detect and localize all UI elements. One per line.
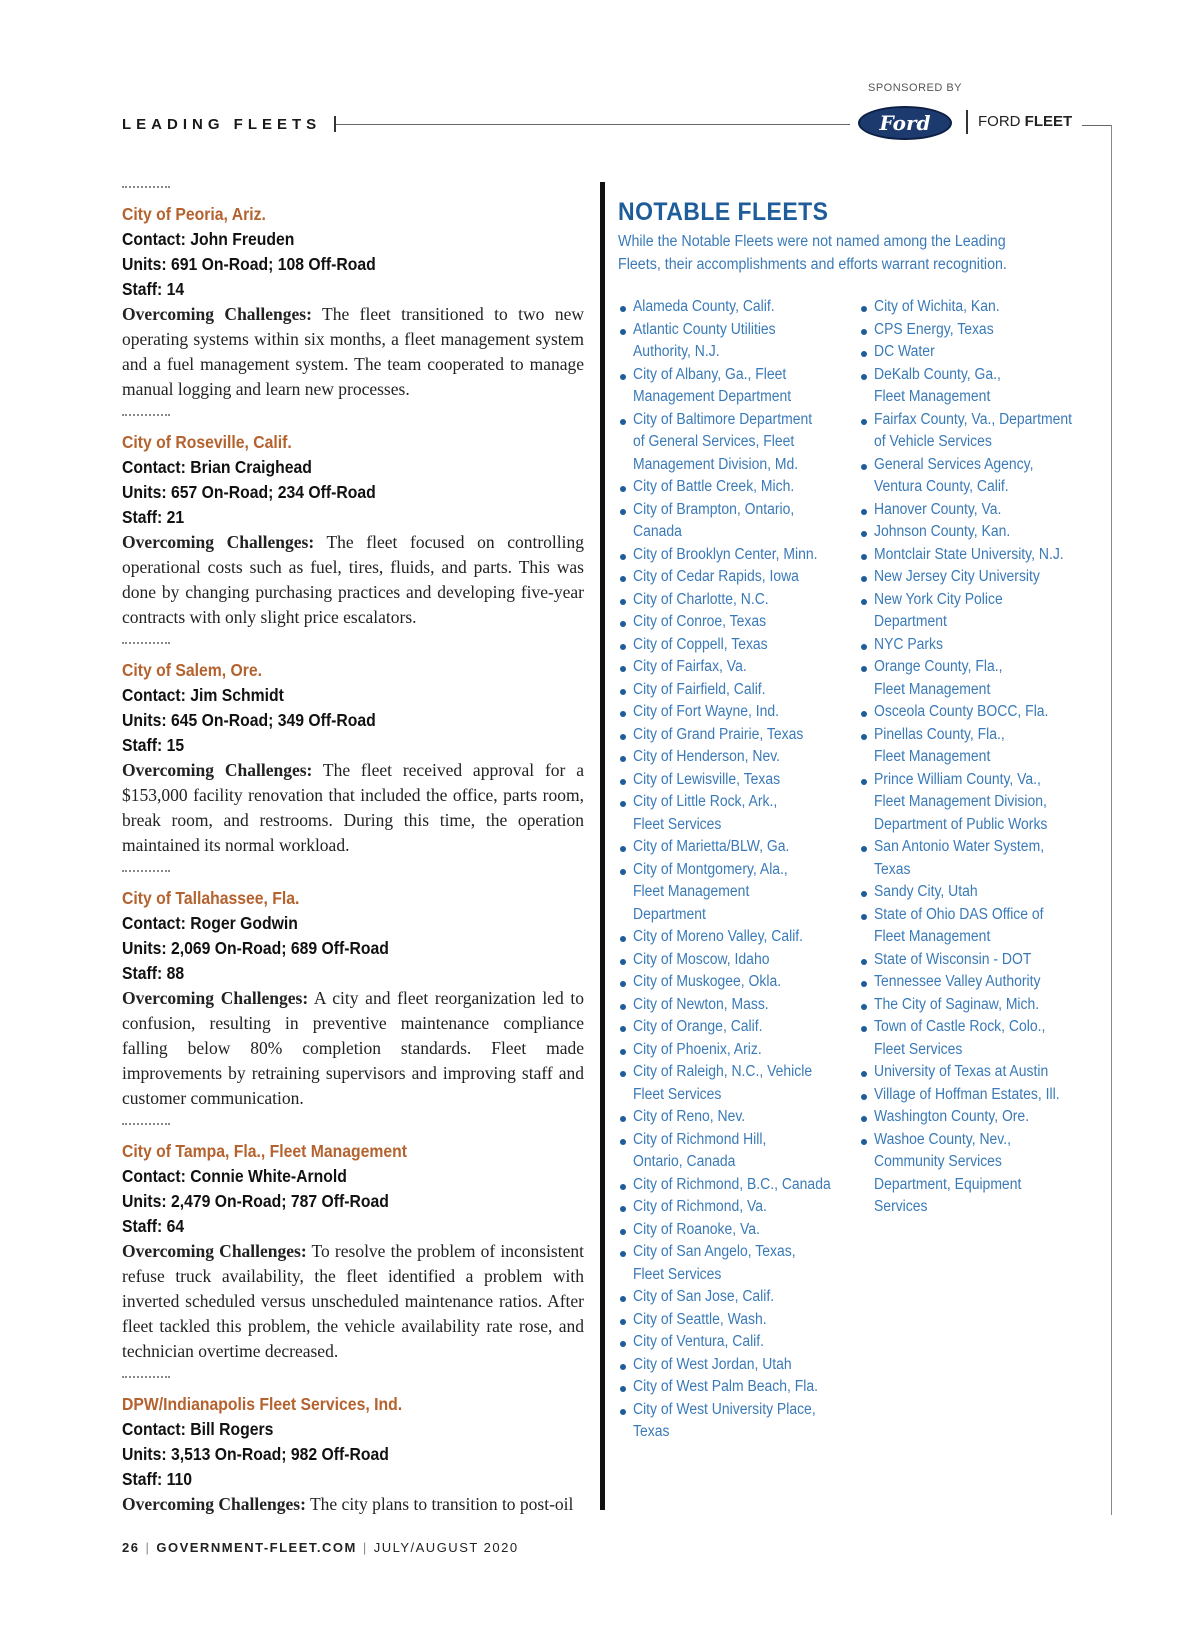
fleet-staff: Staff: 15	[122, 735, 185, 755]
notable-fleet-name: City of Ventura, Calif.	[633, 1333, 765, 1350]
fleet-units: Units: 2,069 On-Road; 689 Off-Road	[122, 938, 389, 958]
notable-fleet-item	[618, 1399, 858, 1444]
notable-fleet-item	[859, 724, 1099, 769]
brand-bold: FLEET	[1024, 113, 1073, 130]
notable-fleet-name: DC Water	[874, 343, 935, 360]
header-rule-right	[1082, 125, 1112, 126]
section-title: LEADING FLEETS	[122, 116, 322, 133]
notable-fleet-item	[618, 971, 858, 994]
notable-fleet-item	[859, 296, 1099, 319]
notable-fleet-item	[618, 1039, 858, 1062]
notable-fleet-name: NYC Parks	[874, 635, 943, 653]
notable-fleet-item	[618, 859, 858, 927]
notable-fleet-name: City of Baltimore Department of General Services, Fleet Management Division, Md.	[633, 410, 813, 473]
notable-fleet-item	[618, 836, 858, 859]
leading-fleets-list	[122, 186, 584, 1529]
notable-fleet-item	[618, 1196, 858, 1219]
fleet-units: Units: 3,513 On-Road; 982 Off-Road	[122, 1444, 389, 1464]
notable-fleet-name: City of Wichita, Kan.	[874, 298, 1000, 315]
notable-fleet-item	[859, 364, 1099, 409]
notable-fleet-name: Orange County, Fla., Fleet Management	[874, 658, 1003, 698]
notable-fleet-name: City of Orange, Calif.	[633, 1018, 763, 1035]
notable-fleet-item	[859, 521, 1099, 544]
fleet-entry	[122, 870, 584, 1111]
entry-divider	[122, 1123, 170, 1125]
notable-fleet-name: City of Brampton, Ontario, Canada	[633, 500, 795, 540]
notable-fleet-name: City of Cedar Rapids, Iowa	[633, 568, 799, 585]
fleet-staff: Staff: 14	[122, 279, 185, 299]
notable-fleet-item	[618, 634, 858, 657]
notable-fleet-item	[618, 409, 858, 477]
notable-fleet-item	[618, 1309, 858, 1332]
notable-fleet-name: City of San Angelo, Texas, Fleet Services	[633, 1243, 796, 1283]
notable-fleet-name: City of Little Rock, Ark., Fleet Services	[633, 793, 778, 833]
notable-fleet-item	[859, 701, 1099, 724]
notable-fleet-item	[618, 656, 858, 679]
fleet-contact: Contact: Jim Schmidt	[122, 685, 284, 705]
notable-fleet-name: Village of Hoffman Estates, Ill.	[874, 1085, 1060, 1103]
fleet-staff: Staff: 64	[122, 1216, 185, 1236]
notable-fleet-name: City of Fort Wayne, Ind.	[633, 703, 780, 720]
notable-fleet-name: City of Charlotte, N.C.	[633, 590, 769, 608]
notable-fleet-name: State of Wisconsin - DOT	[874, 950, 1032, 968]
notable-fleet-name: City of Raleigh, N.C., Vehicle Fleet Services	[633, 1063, 813, 1103]
notable-fleet-name: Hanover County, Va.	[874, 500, 1002, 518]
fleet-entry	[122, 642, 584, 858]
notable-fleet-item	[618, 926, 858, 949]
notable-fleet-name: Tennessee Valley Authority	[874, 973, 1041, 990]
site-name: GOVERNMENT-FLEET.COM	[156, 1540, 357, 1555]
brand-separator	[966, 110, 968, 134]
notable-fleet-name: Town of Castle Rock, Colo., Fleet Services	[874, 1018, 1046, 1058]
ford-logo-text: Ford	[879, 111, 931, 135]
notable-fleet-name: City of West Jordan, Utah	[633, 1355, 792, 1373]
notable-fleet-item	[859, 544, 1099, 567]
notable-fleet-name: University of Texas at Austin	[874, 1063, 1049, 1080]
notable-fleet-name: City of Muskogee, Okla.	[633, 973, 782, 990]
notable-fleet-name: Atlantic County Utilities Authority, N.J.	[633, 320, 776, 360]
notable-fleet-item	[859, 904, 1099, 949]
fleet-entry	[122, 186, 584, 402]
notable-intro: While the Notable Fleets were not named among the Leading Fleets, their accomplishments and efforts warrant recognition.	[618, 233, 1007, 273]
challenges-label: Overcoming Challenges:	[122, 760, 313, 780]
notable-fleet-name: Fairfax County, Va., Department of Vehicle Services	[874, 410, 1072, 450]
notable-fleet-name: Prince William County, Va., Fleet Management Division, Department of Public Works	[874, 770, 1048, 833]
fleet-entry	[122, 414, 584, 630]
challenges-label: Overcoming Challenges:	[122, 532, 315, 552]
notable-fleet-item	[618, 701, 858, 724]
notable-fleet-item	[618, 1241, 858, 1286]
fleet-challenges	[122, 1492, 584, 1517]
notable-fleet-item	[618, 1061, 858, 1106]
notable-fleet-name: City of West Palm Beach, Fla.	[633, 1378, 819, 1395]
fleet-challenges	[122, 530, 584, 630]
notable-list-left	[618, 296, 858, 1444]
fleet-challenges	[122, 1239, 584, 1364]
entry-divider	[122, 870, 170, 872]
notable-fleet-name: The City of Saginaw, Mich.	[874, 995, 1040, 1013]
notable-fleet-item	[618, 1174, 858, 1197]
column-divider	[600, 182, 605, 1510]
notable-fleet-item	[618, 769, 858, 792]
fleet-units: Units: 691 On-Road; 108 Off-Road	[122, 254, 376, 274]
fleet-staff: Staff: 21	[122, 507, 185, 527]
challenges-text: The fleet transitioned to two new operating systems within six months, a fleet management system and a fuel management system. The team cooperated to manage manual logging and learn new processes.	[122, 304, 584, 399]
page-header	[122, 82, 1112, 148]
notable-fleet-item	[618, 679, 858, 702]
challenges-label: Overcoming Challenges:	[122, 304, 312, 324]
fleet-entry	[122, 1376, 584, 1517]
challenges-label: Overcoming Challenges:	[122, 988, 309, 1008]
notable-fleet-item	[859, 454, 1099, 499]
challenges-text: To resolve the problem of inconsistent refuse truck availability, the fleet identified a problem with inverted scheduled versus unscheduled maintenance ratios. After fleet tackled this problem, the vehicle availability rate rose, and technician overtime decreased.	[122, 1241, 584, 1361]
fleet-entry	[122, 1123, 584, 1364]
notable-fleet-item	[859, 656, 1099, 701]
notable-fleet-name: DeKalb County, Ga., Fleet Management	[874, 365, 1001, 405]
notable-fleet-name: New Jersey City University	[874, 568, 1040, 585]
page-rule-right	[1111, 125, 1112, 1515]
page-footer	[122, 1540, 519, 1555]
notable-fleet-item	[859, 769, 1099, 837]
fleet-contact: Contact: Bill Rogers	[122, 1419, 274, 1439]
notable-fleet-name: CPS Energy, Texas	[874, 320, 994, 338]
notable-fleet-item	[859, 1061, 1099, 1084]
fleet-contact: Contact: Roger Godwin	[122, 913, 298, 933]
notable-fleet-item	[859, 499, 1099, 522]
notable-fleet-name: City of Newton, Mass.	[633, 995, 769, 1013]
notable-fleet-item	[859, 319, 1099, 342]
notable-fleet-name: City of Coppell, Texas	[633, 635, 768, 653]
notable-fleet-item	[859, 1106, 1099, 1129]
notable-fleet-name: City of Richmond, Va.	[633, 1198, 767, 1215]
notable-fleet-name: City of Seattle, Wash.	[633, 1310, 767, 1328]
notable-fleet-name: City of Fairfield, Calif.	[633, 680, 766, 698]
fleet-name: City of Salem, Ore.	[122, 660, 263, 680]
notable-fleet-item	[618, 611, 858, 634]
notable-fleet-item	[859, 1084, 1099, 1107]
notable-fleet-item	[618, 296, 858, 319]
notable-list-right	[859, 296, 1099, 1219]
fleet-contact: Contact: John Freuden	[122, 229, 295, 249]
entry-divider	[122, 186, 170, 188]
fleet-challenges	[122, 986, 584, 1111]
notable-fleet-name: San Antonio Water System, Texas	[874, 838, 1045, 878]
notable-fleet-item	[859, 589, 1099, 634]
notable-fleet-name: Montclair State University, N.J.	[874, 545, 1064, 563]
notable-fleet-name: City of Roanoke, Va.	[633, 1220, 760, 1238]
page-number: 26	[122, 1540, 140, 1555]
notable-fleet-item	[618, 1016, 858, 1039]
notable-fleet-name: New York City Police Department	[874, 590, 1003, 630]
notable-fleet-item	[859, 566, 1099, 589]
fleet-units: Units: 2,479 On-Road; 787 Off-Road	[122, 1191, 389, 1211]
fleet-challenges	[122, 302, 584, 402]
notable-fleet-item	[618, 499, 858, 544]
notable-fleet-item	[618, 746, 858, 769]
notable-fleet-item	[859, 634, 1099, 657]
notable-fleet-name: City of Fairfax, Va.	[633, 658, 747, 675]
entry-divider	[122, 1376, 170, 1378]
notable-fleet-item	[859, 971, 1099, 994]
notable-fleet-name: City of Moscow, Idaho	[633, 950, 770, 968]
notable-fleet-name: Osceola County BOCC, Fla.	[874, 703, 1049, 720]
challenges-label: Overcoming Challenges:	[122, 1494, 306, 1514]
footer-separator: |	[145, 1540, 151, 1555]
notable-fleet-name: City of Brooklyn Center, Minn.	[633, 545, 818, 563]
entry-divider	[122, 414, 170, 416]
notable-fleet-item	[859, 1129, 1099, 1219]
notable-fleet-name: City of San Jose, Calif.	[633, 1288, 775, 1305]
notable-fleet-item	[618, 724, 858, 747]
fleet-staff: Staff: 110	[122, 1469, 193, 1489]
notable-fleet-name: Johnson County, Kan.	[874, 523, 1011, 540]
header-rule	[336, 124, 850, 125]
notable-fleets-header	[618, 198, 1098, 276]
brand-name	[978, 113, 1072, 130]
notable-fleet-item	[618, 1219, 858, 1242]
notable-fleet-name: City of Grand Prairie, Texas	[633, 725, 804, 743]
notable-fleet-name: City of Richmond, B.C., Canada	[633, 1175, 831, 1193]
challenges-text: The city plans to transition to post-oil	[305, 1494, 574, 1514]
fleet-staff: Staff: 88	[122, 963, 185, 983]
notable-fleet-name: Washington County, Ore.	[874, 1108, 1030, 1125]
fleet-name: City of Peoria, Ariz.	[122, 204, 266, 224]
sponsor-label: SPONSORED BY	[868, 82, 963, 94]
brand-regular: FORD	[978, 113, 1021, 130]
notable-fleet-name: Washoe County, Nev., Community Services Department, Equipment Services	[874, 1130, 1022, 1215]
notable-fleet-item	[618, 1286, 858, 1309]
fleet-name: DPW/Indianapolis Fleet Services, Ind.	[122, 1394, 403, 1414]
fleet-units: Units: 657 On-Road; 234 Off-Road	[122, 482, 376, 502]
challenges-label: Overcoming Challenges:	[122, 1241, 307, 1261]
notable-fleet-item	[618, 1129, 858, 1174]
notable-fleet-name: City of Montgomery, Ala., Fleet Management Department	[633, 860, 788, 923]
notable-fleet-item	[859, 994, 1099, 1017]
fleet-name: City of Tampa, Fla., Fleet Management	[122, 1141, 408, 1161]
notable-fleet-name: Sandy City, Utah	[874, 883, 978, 900]
notable-fleet-name: City of Albany, Ga., Fleet Management Department	[633, 365, 792, 405]
notable-title: NOTABLE FLEETS	[618, 198, 829, 226]
fleet-units: Units: 645 On-Road; 349 Off-Road	[122, 710, 376, 730]
challenges-text: The fleet received approval for a $153,000 facility renovation that included the office, parts room, break room, and restrooms. During this time, the operation maintained its normal workload.	[122, 760, 584, 855]
notable-fleet-item	[618, 364, 858, 409]
notable-fleet-name: City of Conroe, Texas	[633, 613, 767, 630]
notable-fleet-item	[859, 881, 1099, 904]
notable-fleet-item	[618, 1331, 858, 1354]
notable-fleet-name: Alameda County, Calif.	[633, 298, 775, 315]
notable-fleet-item	[859, 409, 1099, 454]
notable-fleet-name: City of Henderson, Nev.	[633, 748, 781, 765]
fleet-contact: Contact: Brian Craighead	[122, 457, 312, 477]
ford-logo	[858, 106, 952, 140]
entry-divider	[122, 642, 170, 644]
notable-fleet-item	[859, 949, 1099, 972]
notable-fleet-item	[618, 1376, 858, 1399]
notable-fleet-item	[618, 319, 858, 364]
notable-fleet-item	[859, 341, 1099, 364]
notable-fleet-name: City of Richmond Hill, Ontario, Canada	[633, 1130, 767, 1170]
notable-fleet-item	[859, 836, 1099, 881]
notable-fleet-name: State of Ohio DAS Office of Fleet Management	[874, 905, 1044, 945]
notable-fleet-name: City of Phoenix, Ariz.	[633, 1040, 762, 1058]
notable-fleet-name: General Services Agency, Ventura County, Calif.	[874, 455, 1034, 495]
notable-fleet-item	[618, 1106, 858, 1129]
notable-fleet-item	[859, 1016, 1099, 1061]
notable-fleet-name: City of Reno, Nev.	[633, 1108, 746, 1125]
fleet-name: City of Roseville, Calif.	[122, 432, 292, 452]
notable-fleet-item	[618, 589, 858, 612]
footer-separator: |	[362, 1540, 368, 1555]
notable-fleet-item	[618, 1354, 858, 1377]
challenges-text: The fleet focused on controlling operational costs such as fuel, tires, fluids, and parts. This was done by changing purchasing practices and developing five-year contracts with only slight price escalators.	[122, 532, 584, 627]
notable-fleet-name: City of Moreno Valley, Calif.	[633, 928, 804, 945]
fleet-name: City of Tallahassee, Fla.	[122, 888, 300, 908]
notable-fleet-name: City of Battle Creek, Mich.	[633, 478, 795, 495]
notable-fleet-item	[618, 949, 858, 972]
notable-fleet-item	[618, 791, 858, 836]
notable-fleet-name: City of Lewisville, Texas	[633, 770, 781, 788]
challenges-text: A city and fleet reorganization led to confusion, resulting in preventive maintenance compliance falling below 80% completion standards. Fleet made improvements by retraining supervisors and improving staff and customer communication.	[122, 988, 584, 1108]
notable-fleet-name: City of West University Place, Texas	[633, 1400, 816, 1440]
notable-fleet-item	[618, 994, 858, 1017]
fleet-challenges	[122, 758, 584, 858]
issue-date: JULY/AUGUST 2020	[373, 1540, 519, 1555]
notable-fleet-name: Pinellas County, Fla., Fleet Management	[874, 725, 1005, 765]
notable-fleet-name: City of Marietta/BLW, Ga.	[633, 838, 790, 855]
notable-fleet-item	[618, 566, 858, 589]
notable-fleet-item	[618, 544, 858, 567]
fleet-contact: Contact: Connie White-Arnold	[122, 1166, 347, 1186]
notable-fleet-item	[618, 476, 858, 499]
